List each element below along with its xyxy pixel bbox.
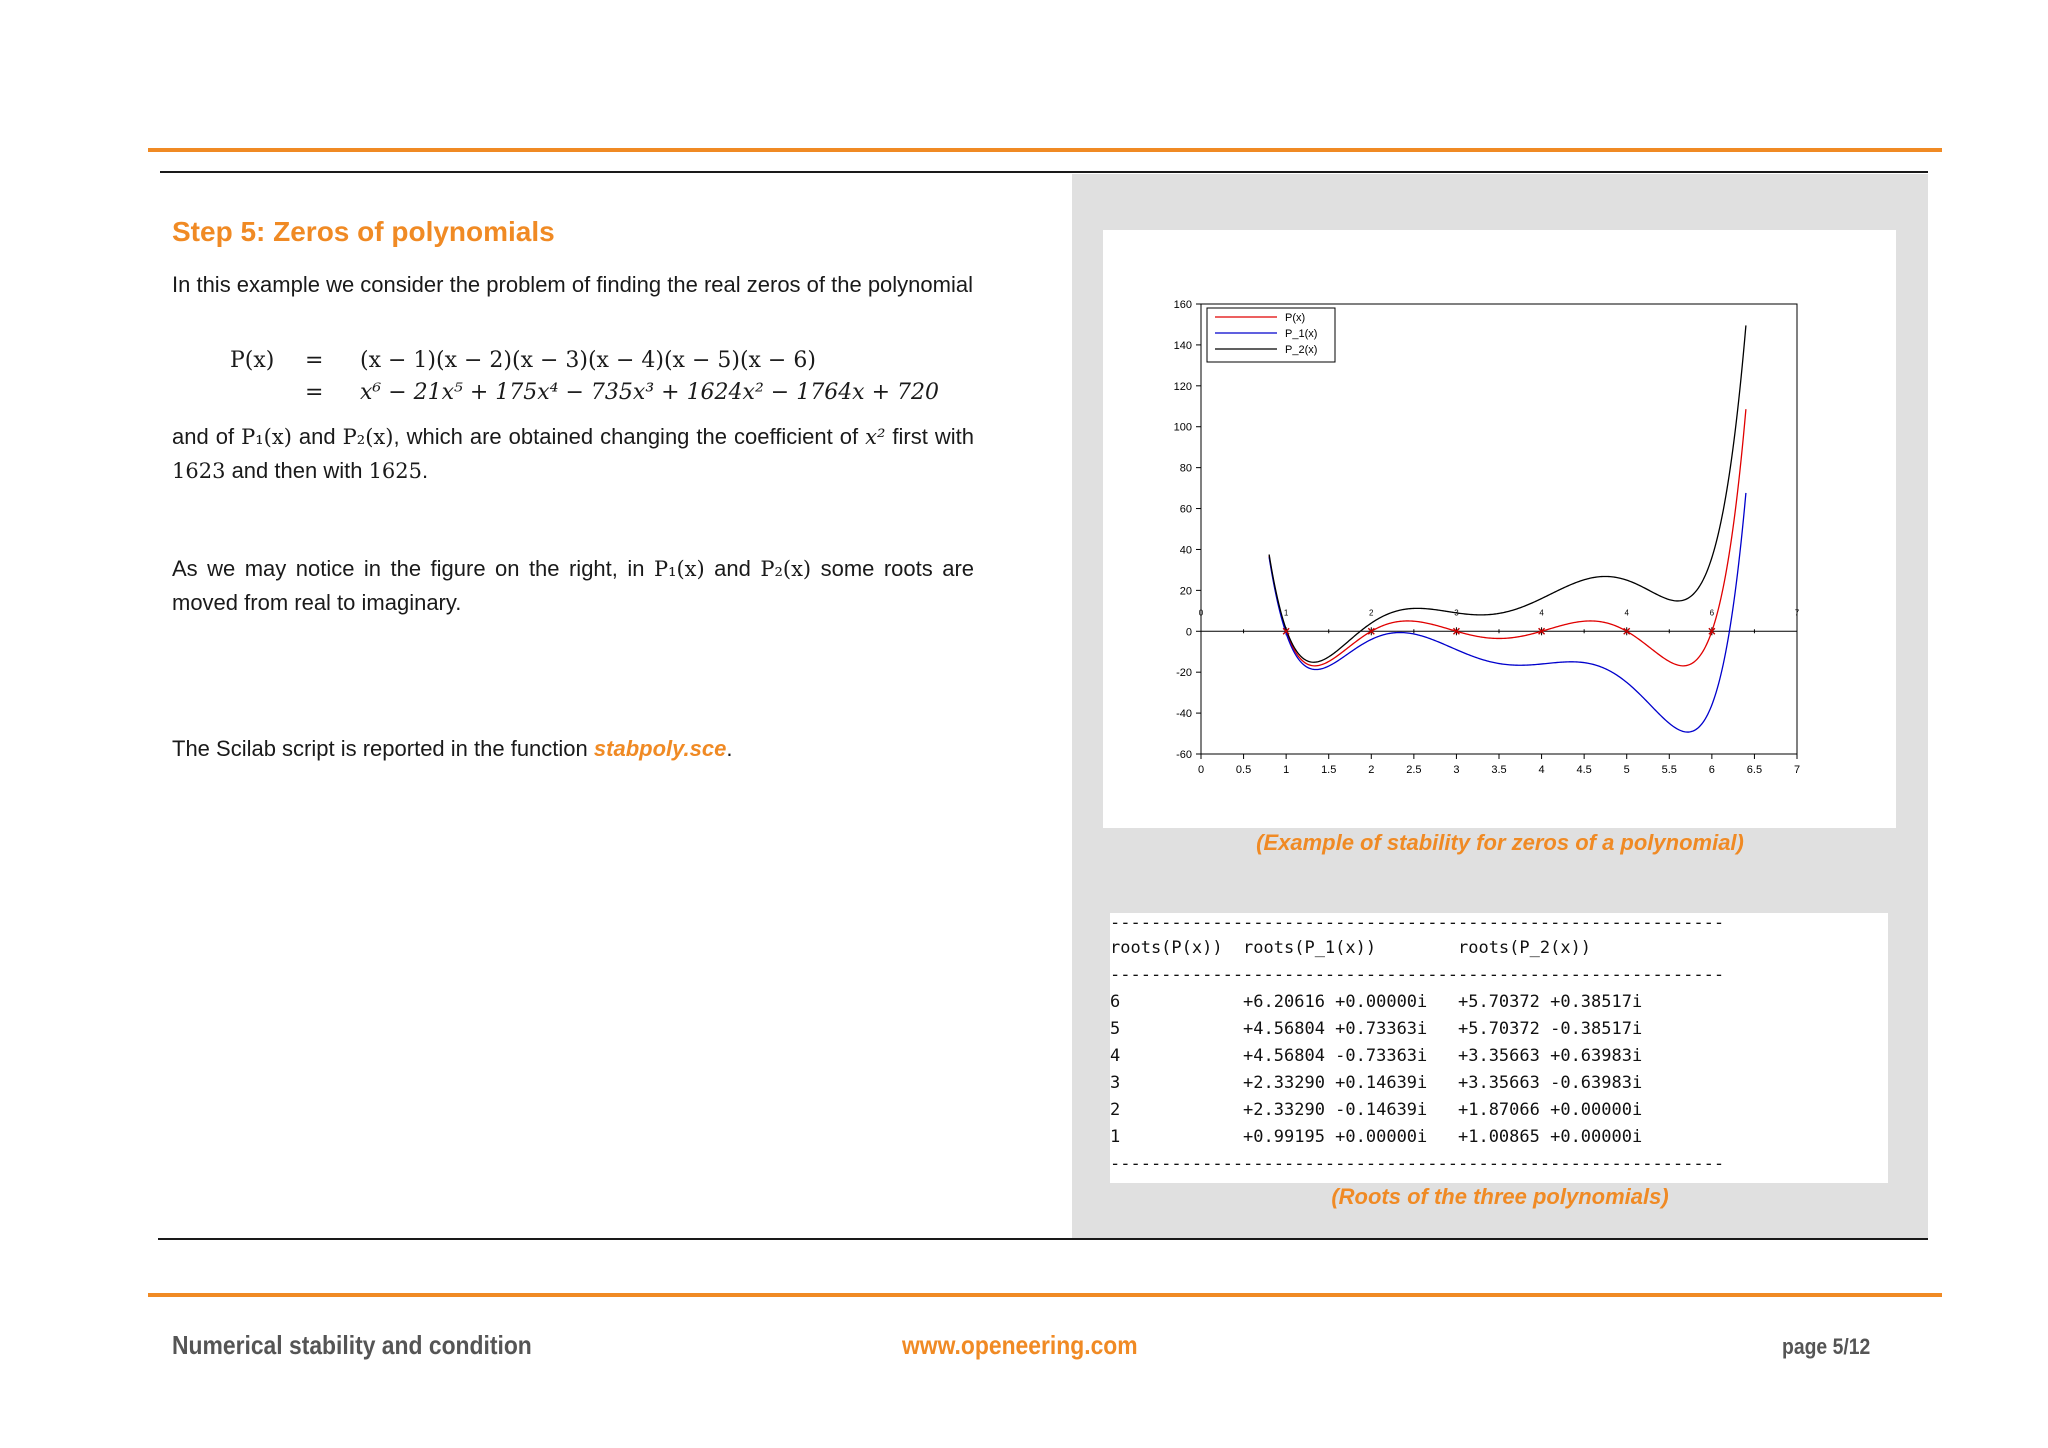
figure-caption: (Example of stability for zeros of a polynomial) <box>1256 830 1744 855</box>
x-tick-label: 0.5 <box>1235 764 1252 776</box>
eq-lhs: P(x) <box>230 348 275 373</box>
x-tick-label: 5 <box>1623 764 1630 776</box>
console-row: 2 +2.33290 -0.14639i +1.87066 +0.00000i <box>1110 1100 1643 1120</box>
console-rule-mid: ------------------------------------------------------------ <box>1110 965 1725 985</box>
zero-axis-label: 2 <box>1369 608 1374 618</box>
script-paragraph <box>172 732 974 766</box>
p2-symbol-ref: P₂(x) <box>760 557 812 581</box>
console-row: 3 +2.33290 +0.14639i +3.35663 -0.63983i <box>1110 1073 1643 1093</box>
observation-paragraph <box>172 552 974 620</box>
equation-line-2 <box>230 380 939 405</box>
para2-text-c: , which are obtained changing the coefficient of <box>393 424 866 449</box>
roots-console-output <box>1110 913 1888 1183</box>
eq-equals-2: = <box>305 380 324 405</box>
para4-text-a: The Scilab script is reported in the function <box>172 736 594 761</box>
eq-expanded: x⁶ − 21x⁵ + 175x⁴ − 735x³ + 1624x² − 1764x + 720 <box>360 380 940 405</box>
console-header: roots(P(x)) roots(P_1(x)) roots(P_2(x)) <box>1110 938 1592 958</box>
y-tick-label: -20 <box>1176 667 1192 680</box>
y-tick-label: 120 <box>1173 380 1192 393</box>
intro-paragraph <box>172 268 974 302</box>
console-row: 4 +4.56804 -0.73363i +3.35663 +0.63983i <box>1110 1046 1643 1066</box>
value-1625: 1625 <box>368 459 423 483</box>
zero-axis-label: 3 <box>1454 608 1459 618</box>
x-tick-label: 3 <box>1453 764 1460 776</box>
footer-website-link[interactable]: www.openeering.com <box>902 1330 1138 1360</box>
x-tick-label: 5.5 <box>1661 764 1677 776</box>
header-black-rule <box>160 171 1928 173</box>
y-tick-label: -40 <box>1176 708 1192 721</box>
para2-text-b: and <box>291 424 343 449</box>
p1-symbol: P₁(x) <box>241 425 292 449</box>
console-rule-top: ------------------------------------------------------------ <box>1110 913 1725 933</box>
zero-axis-label: 4 <box>1539 608 1544 618</box>
console-rule-bottom: ------------------------------------------------------------ <box>1110 1154 1725 1174</box>
x-tick-label: 4.5 <box>1576 764 1592 776</box>
para2-text-f: . <box>422 458 429 483</box>
y-tick-label: 0 <box>1185 626 1192 639</box>
para3-text-b: and <box>704 556 761 581</box>
x-tick-label: 7 <box>1793 764 1801 776</box>
para2-text-a: and of <box>172 424 242 449</box>
script-link[interactable]: stabpoly.sce <box>593 736 727 761</box>
section-title: Step 5: Zeros of polynomials <box>172 216 555 247</box>
polynomial-plot <box>1103 230 1896 828</box>
console-row: 5 +4.56804 +0.73363i +5.70372 -0.38517i <box>1110 1019 1643 1039</box>
x-tick-label: 0 <box>1197 764 1205 776</box>
para3-text-a: As we may notice in the figure on the right, in <box>172 556 654 581</box>
console-row: 1 +0.99195 +0.00000i +1.00865 +0.00000i <box>1110 1127 1643 1147</box>
content-bottom-rule <box>158 1238 1928 1240</box>
y-tick-label: 20 <box>1179 585 1192 598</box>
zero-axis-label: 7 <box>1794 608 1800 618</box>
legend-label: P(x) <box>1285 312 1306 324</box>
zero-axis-label: 0 <box>1198 608 1204 618</box>
legend-label: P_2(x) <box>1285 344 1318 356</box>
series-line-p-2-x- <box>1269 325 1746 662</box>
x-tick-label: 1 <box>1283 764 1290 776</box>
zero-axis-label: 1 <box>1283 608 1289 618</box>
eq-equals-1: = <box>305 348 324 373</box>
y-tick-label: 40 <box>1179 544 1192 557</box>
console-row: 6 +6.20616 +0.00000i +5.70372 +0.38517i <box>1110 992 1643 1012</box>
equation-line-1 <box>230 348 816 373</box>
y-tick-label: 100 <box>1173 421 1192 434</box>
y-tick-label: 140 <box>1173 339 1192 352</box>
legend-label: P_1(x) <box>1285 328 1318 340</box>
x2-symbol: x² <box>865 425 886 449</box>
eq-factored: (x − 1)(x − 2)(x − 3)(x − 4)(x − 5)(x − 6) <box>360 348 816 373</box>
x-tick-label: 3.5 <box>1491 764 1507 776</box>
x-tick-label: 2.5 <box>1406 764 1422 776</box>
intro-text: In this example we consider the problem of finding the real zeros of the polynomial <box>172 272 973 297</box>
series-line-p-x- <box>1269 409 1746 666</box>
x-tick-label: 4 <box>1538 764 1545 776</box>
x-tick-label: 6.5 <box>1746 764 1763 776</box>
p1-symbol-ref: P₁(x) <box>653 557 705 581</box>
table-caption: (Roots of the three polynomials) <box>1331 1184 1669 1209</box>
modified-polynomials-paragraph <box>172 420 974 488</box>
x-tick-label: 2 <box>1368 764 1375 776</box>
footer-page-number: page 5/12 <box>1782 1334 1871 1359</box>
footer-document-title: Numerical stability and condition <box>172 1330 532 1360</box>
para3-text-c: some roots are moved from real to imaginary. <box>172 556 975 615</box>
zero-axis-label: 6 <box>1709 608 1715 618</box>
y-tick-label: 60 <box>1179 503 1192 516</box>
para2-text-d: first with <box>885 424 974 449</box>
para4-text-b: . <box>726 736 733 761</box>
plot-frame <box>1198 304 1797 754</box>
zero-axis-label: 4 <box>1624 608 1629 618</box>
para2-text-e: and then with <box>225 458 369 483</box>
plot-container <box>1103 230 1896 828</box>
p2-symbol: P₂(x) <box>342 425 394 449</box>
y-tick-label: 80 <box>1179 462 1192 475</box>
y-tick-label: 160 <box>1173 299 1192 311</box>
x-tick-label: 6 <box>1708 764 1715 776</box>
x-tick-label: 1.5 <box>1321 764 1337 776</box>
series-line-p-1-x- <box>1269 493 1746 732</box>
y-tick-label: -60 <box>1176 749 1192 761</box>
header-orange-rule <box>148 148 1942 152</box>
footer-orange-rule <box>148 1293 1942 1297</box>
value-1623: 1623 <box>172 459 226 483</box>
